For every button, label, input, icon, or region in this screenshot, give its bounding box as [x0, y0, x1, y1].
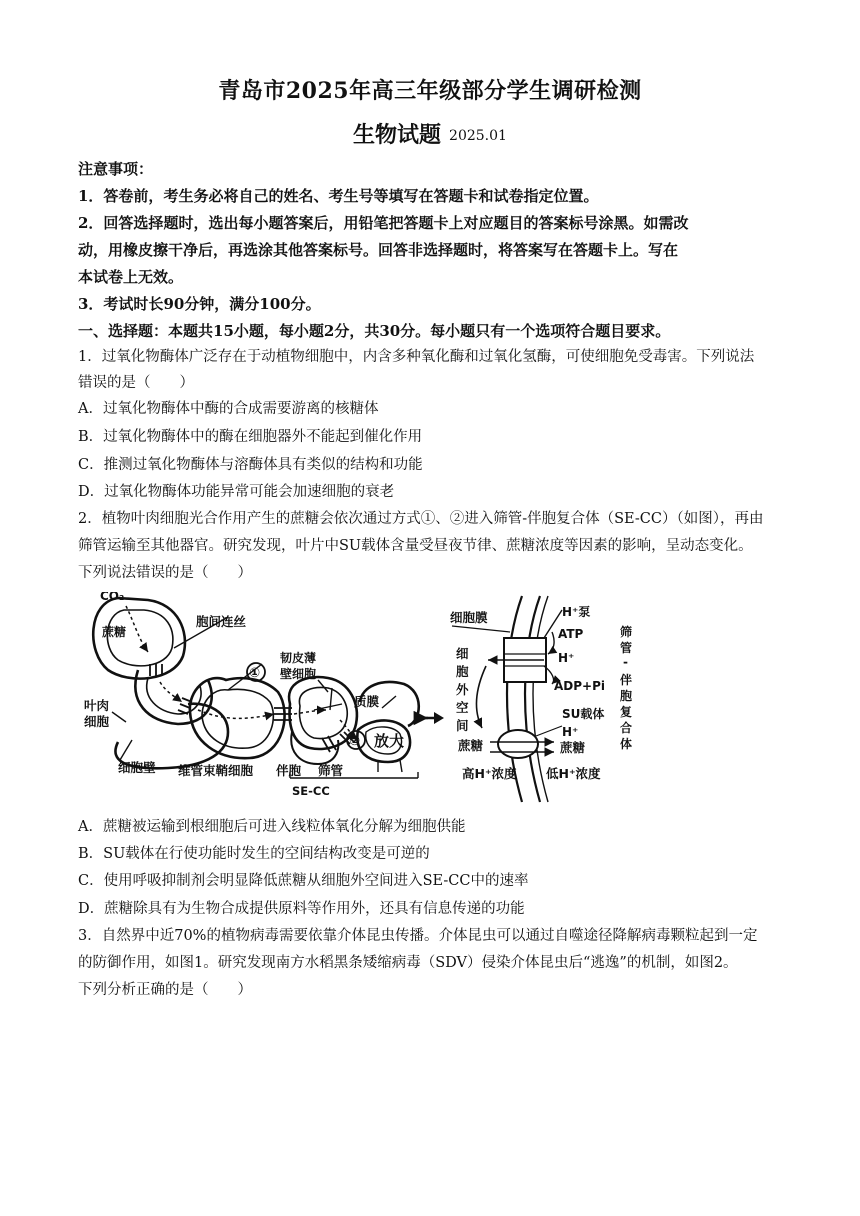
notice-item-3: 3．考试时长90分钟，满分100分。	[78, 295, 321, 313]
exam-date: 2025.01	[449, 128, 507, 144]
cell-diagram	[93, 598, 419, 768]
q1-option-a: A．过氧化物酶体中酶的合成需要游离的核糖体	[78, 401, 379, 417]
notice-heading: 注意事项：	[78, 160, 154, 178]
label-sieve-tube: 筛管	[318, 763, 344, 778]
label-extracellular-4: 空	[456, 700, 469, 715]
label-sucrose: 蔗糖	[102, 625, 127, 639]
label-complex-4: 伴	[620, 673, 633, 687]
label-su-carrier: SU载体	[562, 707, 605, 721]
label-circle-2: ②	[349, 734, 361, 749]
label-enlarge: 放大	[374, 732, 405, 750]
q2-option-a: A．蔗糖被运输到根细胞后可进入线粒体氧化分解为细胞供能	[78, 819, 466, 835]
label-complex-5: 胞	[620, 689, 633, 703]
label-complex-6: 复	[620, 705, 633, 719]
label-mesophyll-2: 细胞	[84, 714, 110, 729]
label-h-pump: H⁺泵	[562, 605, 591, 619]
label-h-plus: H⁺	[558, 651, 575, 665]
label-complex-3: -	[623, 655, 628, 669]
label-mesophyll-1: 叶肉	[84, 698, 110, 713]
section-heading: 一、选择题：本题共15小题，每小题2分，共30分。每小题只有一个选项符合题目要求。	[78, 322, 671, 340]
notice-item-1: 1．答卷前，考生务必将自己的姓名、考生号等填写在答题卡和试卷指定位置。	[78, 187, 599, 205]
label-h-plus-2: H⁺	[562, 725, 579, 739]
q1-stem-2: 错误的是（ ）	[78, 375, 194, 391]
q3-stem-2: 的防御作用，如图1。研究发现南方水稻黑条矮缩病毒（SDV）侵染介体昆虫后“逃逸”的机制，如图2。	[78, 955, 738, 971]
q3-stem-1: 3．自然界中近70%的植物病毒需要依靠介体昆虫传播。介体昆虫可以通过自噬途径降解病毒颗粒起到一定	[78, 928, 758, 944]
label-high-h: 高H⁺浓度	[462, 766, 517, 781]
q1-option-b: B．过氧化物酶体中的酶在细胞器外不能起到催化作用	[78, 429, 423, 445]
q2-stem-1: 2．植物叶肉细胞光合作用产生的蔗糖会依次通过方式①、②进入筛管-伴胞复合体（SE-CC）（如图），再由	[78, 511, 764, 527]
label-sucrose-in: 蔗糖	[560, 740, 586, 755]
q2-stem-2: 筛管运输至其他器官。研究发现，叶片中SU载体含量受昼夜节律、蔗糖浓度等因素的影响，呈动态变化。	[78, 538, 753, 554]
notice-item-2-end: 本试卷上无效。	[78, 268, 184, 286]
exam-title: 青岛市2025年高三年级部分学生调研检测	[218, 78, 642, 104]
label-complex-8: 体	[620, 737, 633, 751]
label-extracellular-1: 细	[456, 646, 469, 661]
label-phloem-parenchyma-1: 韧皮薄	[280, 651, 317, 665]
label-atp: ATP	[558, 627, 584, 641]
subject-title: 生物试题	[353, 122, 442, 148]
label-extracellular-2: 胞	[456, 664, 469, 679]
q3-stem-3: 下列分析正确的是（ ）	[78, 982, 252, 998]
label-cell-wall: 细胞壁	[118, 760, 156, 775]
label-extracellular-3: 外	[456, 682, 469, 697]
label-cell-membrane: 细胞膜	[450, 610, 488, 625]
label-se-cc: SE-CC	[292, 784, 330, 798]
notice-item-2-cont: 动，用橡皮擦干净后，再选涂其他答案标号。回答非选择题时，将答案写在答题卡上。写在	[78, 241, 679, 259]
label-bundle-sheath: 维管束鞘细胞	[178, 763, 254, 778]
su-carrier-protein	[498, 730, 538, 758]
label-extracellular-5: 间	[456, 718, 469, 733]
label-membrane: 质膜	[354, 694, 380, 709]
q2-option-c: C．使用呼吸抑制剂会明显降低蔗糖从细胞外空间进入SE-CC中的速率	[78, 873, 529, 889]
q1-option-d: D．过氧化物酶体功能异常可能会加速细胞的衰老	[78, 484, 395, 500]
q2-stem-3: 下列说法错误的是（ ）	[78, 565, 252, 581]
label-complex-1: 筛	[620, 625, 633, 639]
exam-subtitle	[0, 118, 860, 149]
q1-option-c: C．推测过氧化物酶体与溶酶体具有类似的结构和功能	[78, 457, 423, 473]
label-circle-1: ①	[249, 666, 261, 681]
label-sucrose-out: 蔗糖	[458, 738, 484, 753]
q2-option-b: B．SU载体在行使功能时发生的空间结构改变是可逆的	[78, 846, 430, 862]
label-complex-2: 管	[620, 641, 633, 655]
q2-option-d: D．蔗糖除具有为生物合成提供原料等作用外，还具有信息传递的功能	[78, 901, 525, 917]
label-plasmodesmata: 胞间连丝	[196, 614, 247, 629]
q1-stem-1: 1．过氧化物酶体广泛存在于动植物细胞中，内含多种氧化酶和过氧化氢酶，可使细胞免受毒害。下列说法	[78, 349, 755, 365]
label-adp-pi: ADP+Pi	[554, 679, 606, 693]
label-companion: 伴胞	[276, 763, 302, 778]
label-low-h: 低H⁺浓度	[546, 766, 601, 781]
sucrose-transport-figure	[78, 592, 648, 814]
notice-item-2: 2．回答选择题时，选出每小题答案后，用铅笔把答题卡上对应题目的答案标号涂黑。如需改	[78, 214, 689, 232]
label-phloem-parenchyma-2: 壁细胞	[280, 667, 317, 681]
label-co2: CO₂	[100, 592, 125, 603]
label-complex-7: 合	[620, 721, 633, 735]
